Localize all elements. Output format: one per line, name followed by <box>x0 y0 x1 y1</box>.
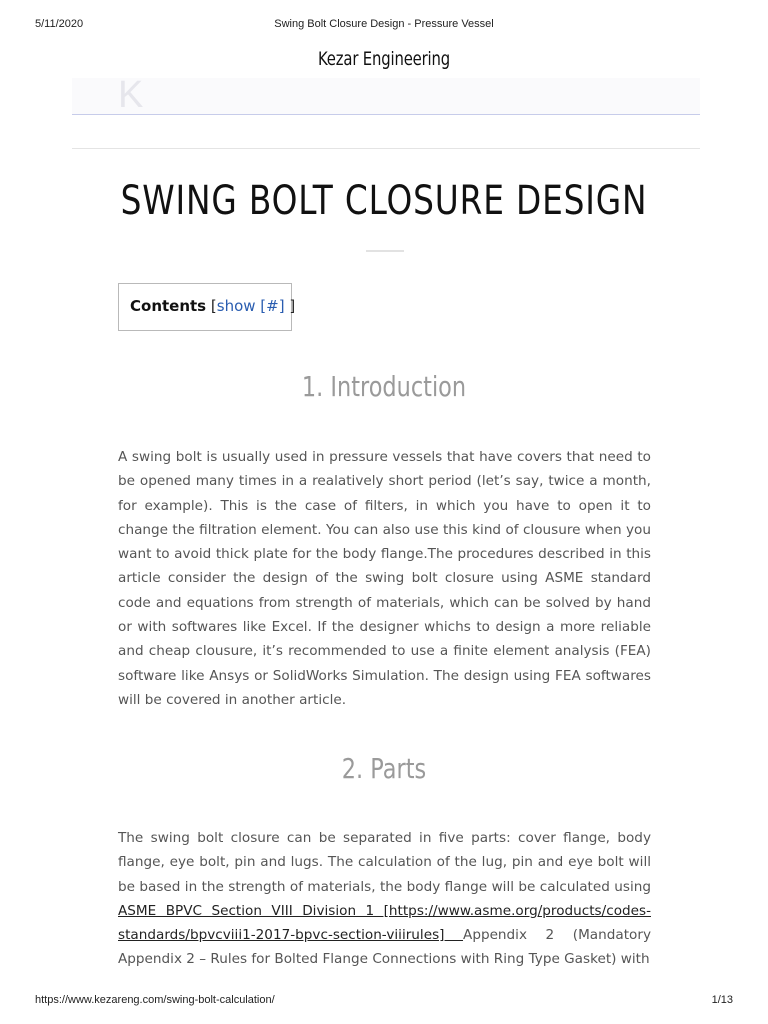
print-page-number: 1/13 <box>711 994 733 1006</box>
parts-paragraph-text-start: The swing bolt closure can be separated in five parts: cover flange, body flange, eye bolt, pin and lugs. The calculation of the lug, pin and eye bolt will be based in the strength of materials, the body flange will be calculated using <box>118 830 651 895</box>
introduction-paragraph: A swing bolt is usually used in pressure vessels that have covers that need to be opened many times in a realatively short period (let’s say, twice a month, for example). This is the case of filters, in which you have to open it to change the filtration element. You can also use this kind of clousure when you want to avoid thick plate for the body flange.The procedures described in this article consider the design of the swing bolt closure using ASME standard code and equations from strength of materials, which can be solved by hand or with softwares like Excel. If the designer whichs to design a more reliable and cheap clousure, it’s recommended to use a finite element analysis (FEA) software like Ansys or SolidWorks Simulation. The design using FEA softwares will be covered in another article. <box>118 449 651 708</box>
print-url: https://www.kezareng.com/swing-bolt-calculation/ <box>35 994 275 1006</box>
asme-bpvc-link[interactable]: ASME BPVC Section VIII Division 1 [https://www.asme.org/products/codes-standards/bpvcviii1-2017-bpvc-section-viiirules] <box>118 902 651 944</box>
toc-bracket-close: ] <box>289 297 296 315</box>
parts-paragraph <box>118 826 651 972</box>
print-date: 5/11/2020 <box>35 18 84 30</box>
toc-show-link[interactable]: show [#] <box>216 297 285 315</box>
toc-label: Contents <box>130 297 207 315</box>
toc-bracket-open: [ <box>210 297 217 315</box>
print-page-title: Swing Bolt Closure Design - Pressure Vessel <box>274 18 494 30</box>
site-logo: K <box>118 74 144 116</box>
title-underline <box>366 250 404 252</box>
site-name[interactable]: Kezar Engineering <box>317 48 451 70</box>
article-title: SWING BOLT CLOSURE DESIGN <box>120 178 648 224</box>
table-of-contents <box>118 283 296 331</box>
section-heading-parts: 2. Parts <box>341 752 427 785</box>
header-divider <box>72 148 700 149</box>
logo-banner[interactable] <box>72 74 700 116</box>
section-heading-introduction: 1. Introduction <box>301 370 467 403</box>
parts-paragraph-text-end: Appendix 2 (Mandatory Appendix 2 – Rules for Bolted Flange Connections with Ring Type Gasket) with <box>118 927 651 968</box>
